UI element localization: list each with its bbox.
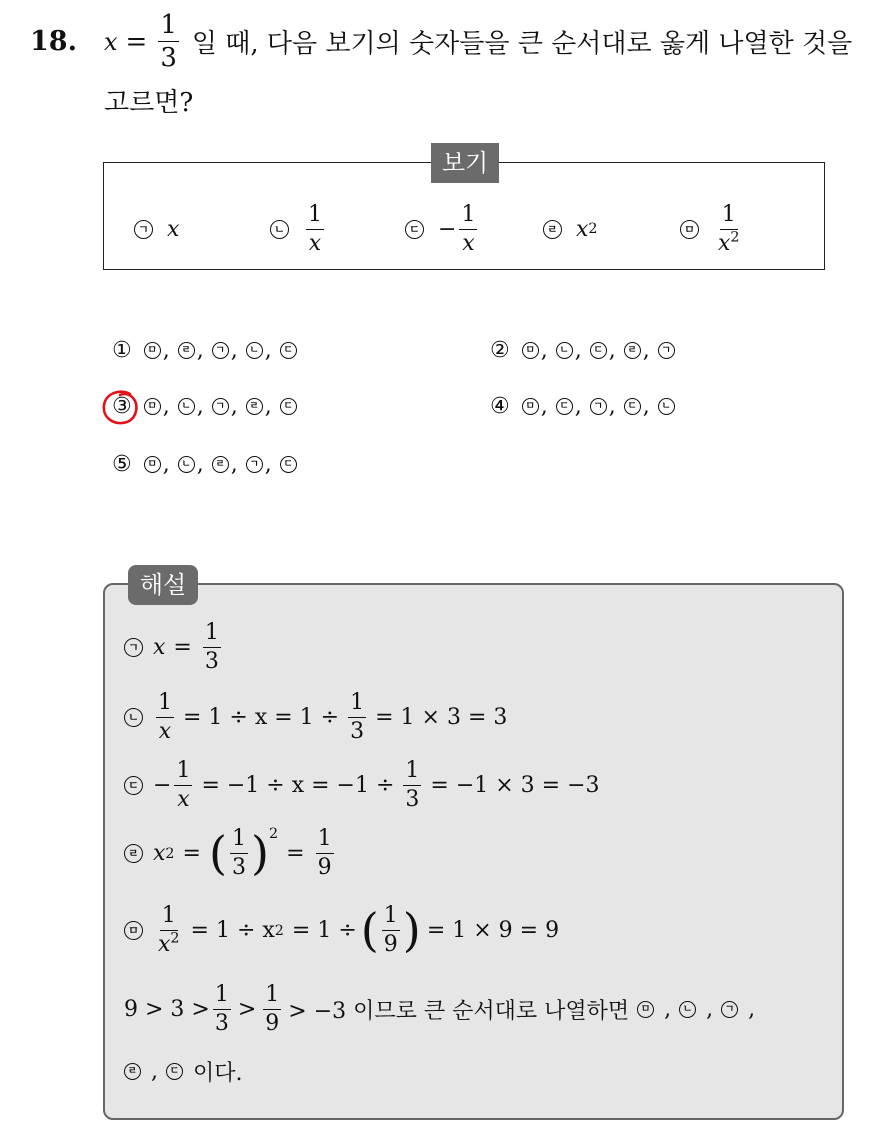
left-paren-icon: ( (208, 826, 227, 881)
bogi-frac-num: 1 (720, 204, 738, 230)
solution-frac-num: 1 (263, 984, 281, 1010)
bogi-item-4: ㄹ x 2 (543, 196, 598, 262)
solution-minus: − (153, 773, 172, 798)
solution-line-6: 9 > 3 > $\frac{1}{3}$ > $\frac{1}{9}$ > −3 이므로 큰 순서대로 나열하면 ㅁ , ㄴ , ㄱ , (124, 982, 756, 1036)
solution-fraction (316, 828, 334, 879)
solution-expr: = 1 ÷ x (190, 918, 275, 943)
bogi-item-1 (134, 196, 179, 262)
circle-marker-icon: ㄹ (624, 342, 641, 359)
solution-fraction (348, 692, 366, 743)
solution-frac-den: 3 (204, 649, 219, 674)
solution-frac-num: 1 (382, 905, 400, 931)
solution-x: x (153, 841, 166, 866)
question-eq: = (125, 26, 148, 57)
solution-frac-den: 3 (232, 855, 246, 880)
solution-frac-den: 9 (265, 1011, 280, 1036)
circle-marker-icon: ㄹ (212, 456, 229, 473)
circle-marker-icon: ㄹ (246, 398, 263, 415)
option-sequence: ㅁ , ㄷ , ㄱ , ㄷ , ㄴ (522, 394, 677, 419)
option-sequence: ㅁ , ㄴ , ㄹ , ㄱ , ㄷ (144, 452, 299, 477)
bogi-fraction (459, 201, 477, 256)
solution-x: x (153, 635, 166, 660)
solution-fraction (263, 984, 281, 1035)
bogi-minus: − (438, 216, 457, 242)
question-frac-num: 1 (160, 10, 177, 40)
option-4[interactable] (490, 394, 677, 419)
bogi-x: x (576, 216, 589, 242)
circle-marker-icon: ㄴ (556, 342, 573, 359)
solution-fraction (213, 984, 231, 1035)
solution-frac-den: 3 (214, 1011, 229, 1036)
circle-marker-icon: ㄷ (280, 342, 297, 359)
solution-fraction (174, 760, 192, 811)
bogi-frac-den: x (308, 230, 322, 256)
solution-fraction (156, 692, 174, 743)
question-frac-den: 3 (160, 43, 177, 73)
circle-marker-icon: ㄱ (658, 342, 675, 359)
circle-marker-icon: ㄴ (178, 398, 195, 415)
solution-fraction (403, 760, 421, 811)
solution-frac-den: x (177, 787, 190, 812)
bogi-fraction (716, 201, 742, 256)
option-1[interactable] (112, 338, 299, 363)
bogi-frac-den (716, 230, 742, 255)
circle-marker-icon: ㄱ (590, 398, 607, 415)
circle-marker-icon: ㄷ (405, 220, 424, 239)
solution-fraction (156, 905, 182, 956)
solution-frac-den: 3 (405, 787, 420, 812)
option-3[interactable] (112, 394, 299, 419)
solution-line-1 (124, 622, 224, 673)
bogi-item-5 (680, 196, 745, 262)
solution-frac-num: 1 (203, 622, 221, 648)
circle-marker-icon: ㄱ (212, 342, 229, 359)
solution-label: 해설 (128, 565, 198, 605)
circle-marker-icon: ㄴ (124, 708, 143, 727)
circle-marker-icon: ㄱ (212, 398, 229, 415)
solution-frac-den: 9 (317, 855, 332, 880)
question-number: 18. (30, 26, 77, 57)
solution-x: x (158, 932, 171, 957)
solution-fraction (203, 622, 221, 673)
option-5[interactable] (112, 452, 299, 477)
solution-line-3 (124, 760, 600, 811)
solution-expr-mid: = 1 ÷ (291, 918, 357, 943)
circle-marker-icon: ㄴ (679, 1001, 696, 1018)
answer-mark-icon (100, 389, 140, 427)
solution-frac-num: 1 (403, 760, 421, 786)
solution-frac-num: 1 (316, 828, 334, 854)
solution-frac-den: x (158, 719, 172, 744)
question-fraction (158, 12, 179, 71)
solution-line-7: ㄹ , ㄷ 이다. (124, 1056, 243, 1087)
left-paren-icon: ( (360, 903, 379, 958)
solution-ineq-start: 9 > 3 > (124, 997, 210, 1022)
circle-marker-icon: ㄴ (246, 342, 263, 359)
bogi-fraction (306, 201, 324, 256)
option-number: ① (112, 338, 132, 363)
circle-marker-icon: ㄱ (124, 638, 143, 657)
circle-marker-icon: ㅁ (144, 398, 161, 415)
solution-frac-num: 1 (160, 905, 178, 931)
solution-expr-end: = 1 × 9 = 9 (426, 918, 560, 943)
option-number: ⑤ (112, 452, 132, 477)
option-sequence: ㅁ , ㄴ , ㄷ , ㄹ , ㄱ (522, 338, 677, 363)
circle-marker-icon: ㅁ (680, 220, 699, 239)
solution-expr: = −1 ÷ x = −1 ÷ (201, 773, 395, 798)
bogi-item-2 (270, 196, 327, 262)
bogi-frac-num: 1 (306, 204, 324, 230)
option-number: ③ (112, 394, 132, 419)
circle-marker-icon: ㅁ (144, 342, 161, 359)
solution-ineq-text: > −3 이므로 큰 순서대로 나열하면 (288, 999, 630, 1024)
solution-expr-end: = −1 × 3 = −3 (430, 773, 600, 798)
solution-eq: = (173, 635, 192, 660)
circle-marker-icon: ㄹ (543, 220, 562, 239)
solution-eq: = (182, 841, 201, 866)
solution-fraction (230, 828, 248, 879)
circle-marker-icon: ㄱ (721, 1001, 738, 1018)
circle-marker-icon: ㅁ (124, 921, 143, 940)
solution-gt: > (237, 997, 257, 1022)
option-number: ④ (490, 394, 510, 419)
circle-marker-icon: ㄹ (178, 342, 195, 359)
circle-marker-icon: ㄷ (124, 776, 143, 795)
solution-frac-den: 9 (383, 932, 398, 957)
circle-marker-icon: ㅁ (637, 1001, 654, 1018)
solution-frac-den: 3 (350, 719, 365, 744)
circle-marker-icon: ㅁ (144, 456, 161, 473)
circle-marker-icon: ㄴ (658, 398, 675, 415)
circle-marker-icon: ㄴ (270, 220, 289, 239)
right-paren-icon: ) (402, 903, 421, 958)
question-text-2: 고르면? (104, 88, 194, 118)
solution-line-5: ㅁ $\frac{1}{x^2}$ = 1 ÷ x 2 = 1 ÷ ( $\frac{1}{9}$ ) = 1 × 9 = 9 (124, 905, 559, 956)
solution-frac-num: 1 (156, 692, 174, 718)
option-2[interactable] (490, 338, 677, 363)
circle-marker-icon: ㄴ (178, 456, 195, 473)
circle-marker-icon: ㅁ (522, 398, 539, 415)
bogi-item-3 (405, 196, 480, 262)
circle-marker-icon: ㄷ (556, 398, 573, 415)
solution-frac-num: 1 (174, 760, 192, 786)
bogi-x: x (167, 216, 180, 242)
circle-marker-icon: ㄷ (166, 1063, 183, 1080)
solution-eq: = (286, 841, 305, 866)
bogi-frac-den: x (462, 230, 475, 256)
circle-marker-icon: ㄹ (124, 1063, 141, 1080)
solution-frac-num: 1 (230, 828, 248, 854)
bogi-exponent: 2 (730, 229, 740, 246)
solution-frac-den (156, 931, 182, 956)
solution-expr: = 1 ÷ x = 1 ÷ (183, 705, 340, 730)
bogi-frac-num: 1 (459, 204, 477, 230)
option-sequence: ㅁ , ㄹ , ㄱ , ㄴ , ㄷ (144, 338, 299, 363)
solution-line-2 (124, 692, 507, 743)
circle-marker-icon: ㅁ (522, 342, 539, 359)
solution-exponent: 2 (170, 930, 180, 947)
circle-marker-icon: ㄷ (280, 456, 297, 473)
circle-marker-icon: ㄹ (124, 844, 143, 863)
bogi-x: x (718, 230, 731, 256)
circle-marker-icon: ㄷ (280, 398, 297, 415)
solution-frac-num: 1 (348, 692, 366, 718)
option-number: ② (490, 338, 510, 363)
option-sequence: ㅁ , ㄴ , ㄱ , ㄹ , ㄷ (144, 394, 299, 419)
solution-line-4: ㄹ x 2 = ( $\frac{1}{3}$ ) 2 = $\frac{1}{9}$ (124, 828, 337, 879)
solution-conclusion: 이다. (193, 1061, 243, 1086)
bogi-label: 보기 (431, 143, 499, 183)
circle-marker-icon: ㄷ (624, 398, 641, 415)
circle-marker-icon: ㄱ (134, 220, 153, 239)
question-var: x (104, 27, 118, 56)
right-paren-icon: ) (251, 826, 270, 881)
question-text-1: 일 때, 다음 보기의 숫자들을 큰 순서대로 옳게 나열한 것을 (191, 29, 853, 59)
solution-expr-end: = 1 × 3 = 3 (375, 705, 508, 730)
circle-marker-icon: ㄱ (246, 456, 263, 473)
solution-fraction (382, 905, 400, 956)
question-line-1 (104, 12, 852, 71)
circle-marker-icon: ㄷ (590, 342, 607, 359)
solution-frac-num: 1 (213, 984, 231, 1010)
